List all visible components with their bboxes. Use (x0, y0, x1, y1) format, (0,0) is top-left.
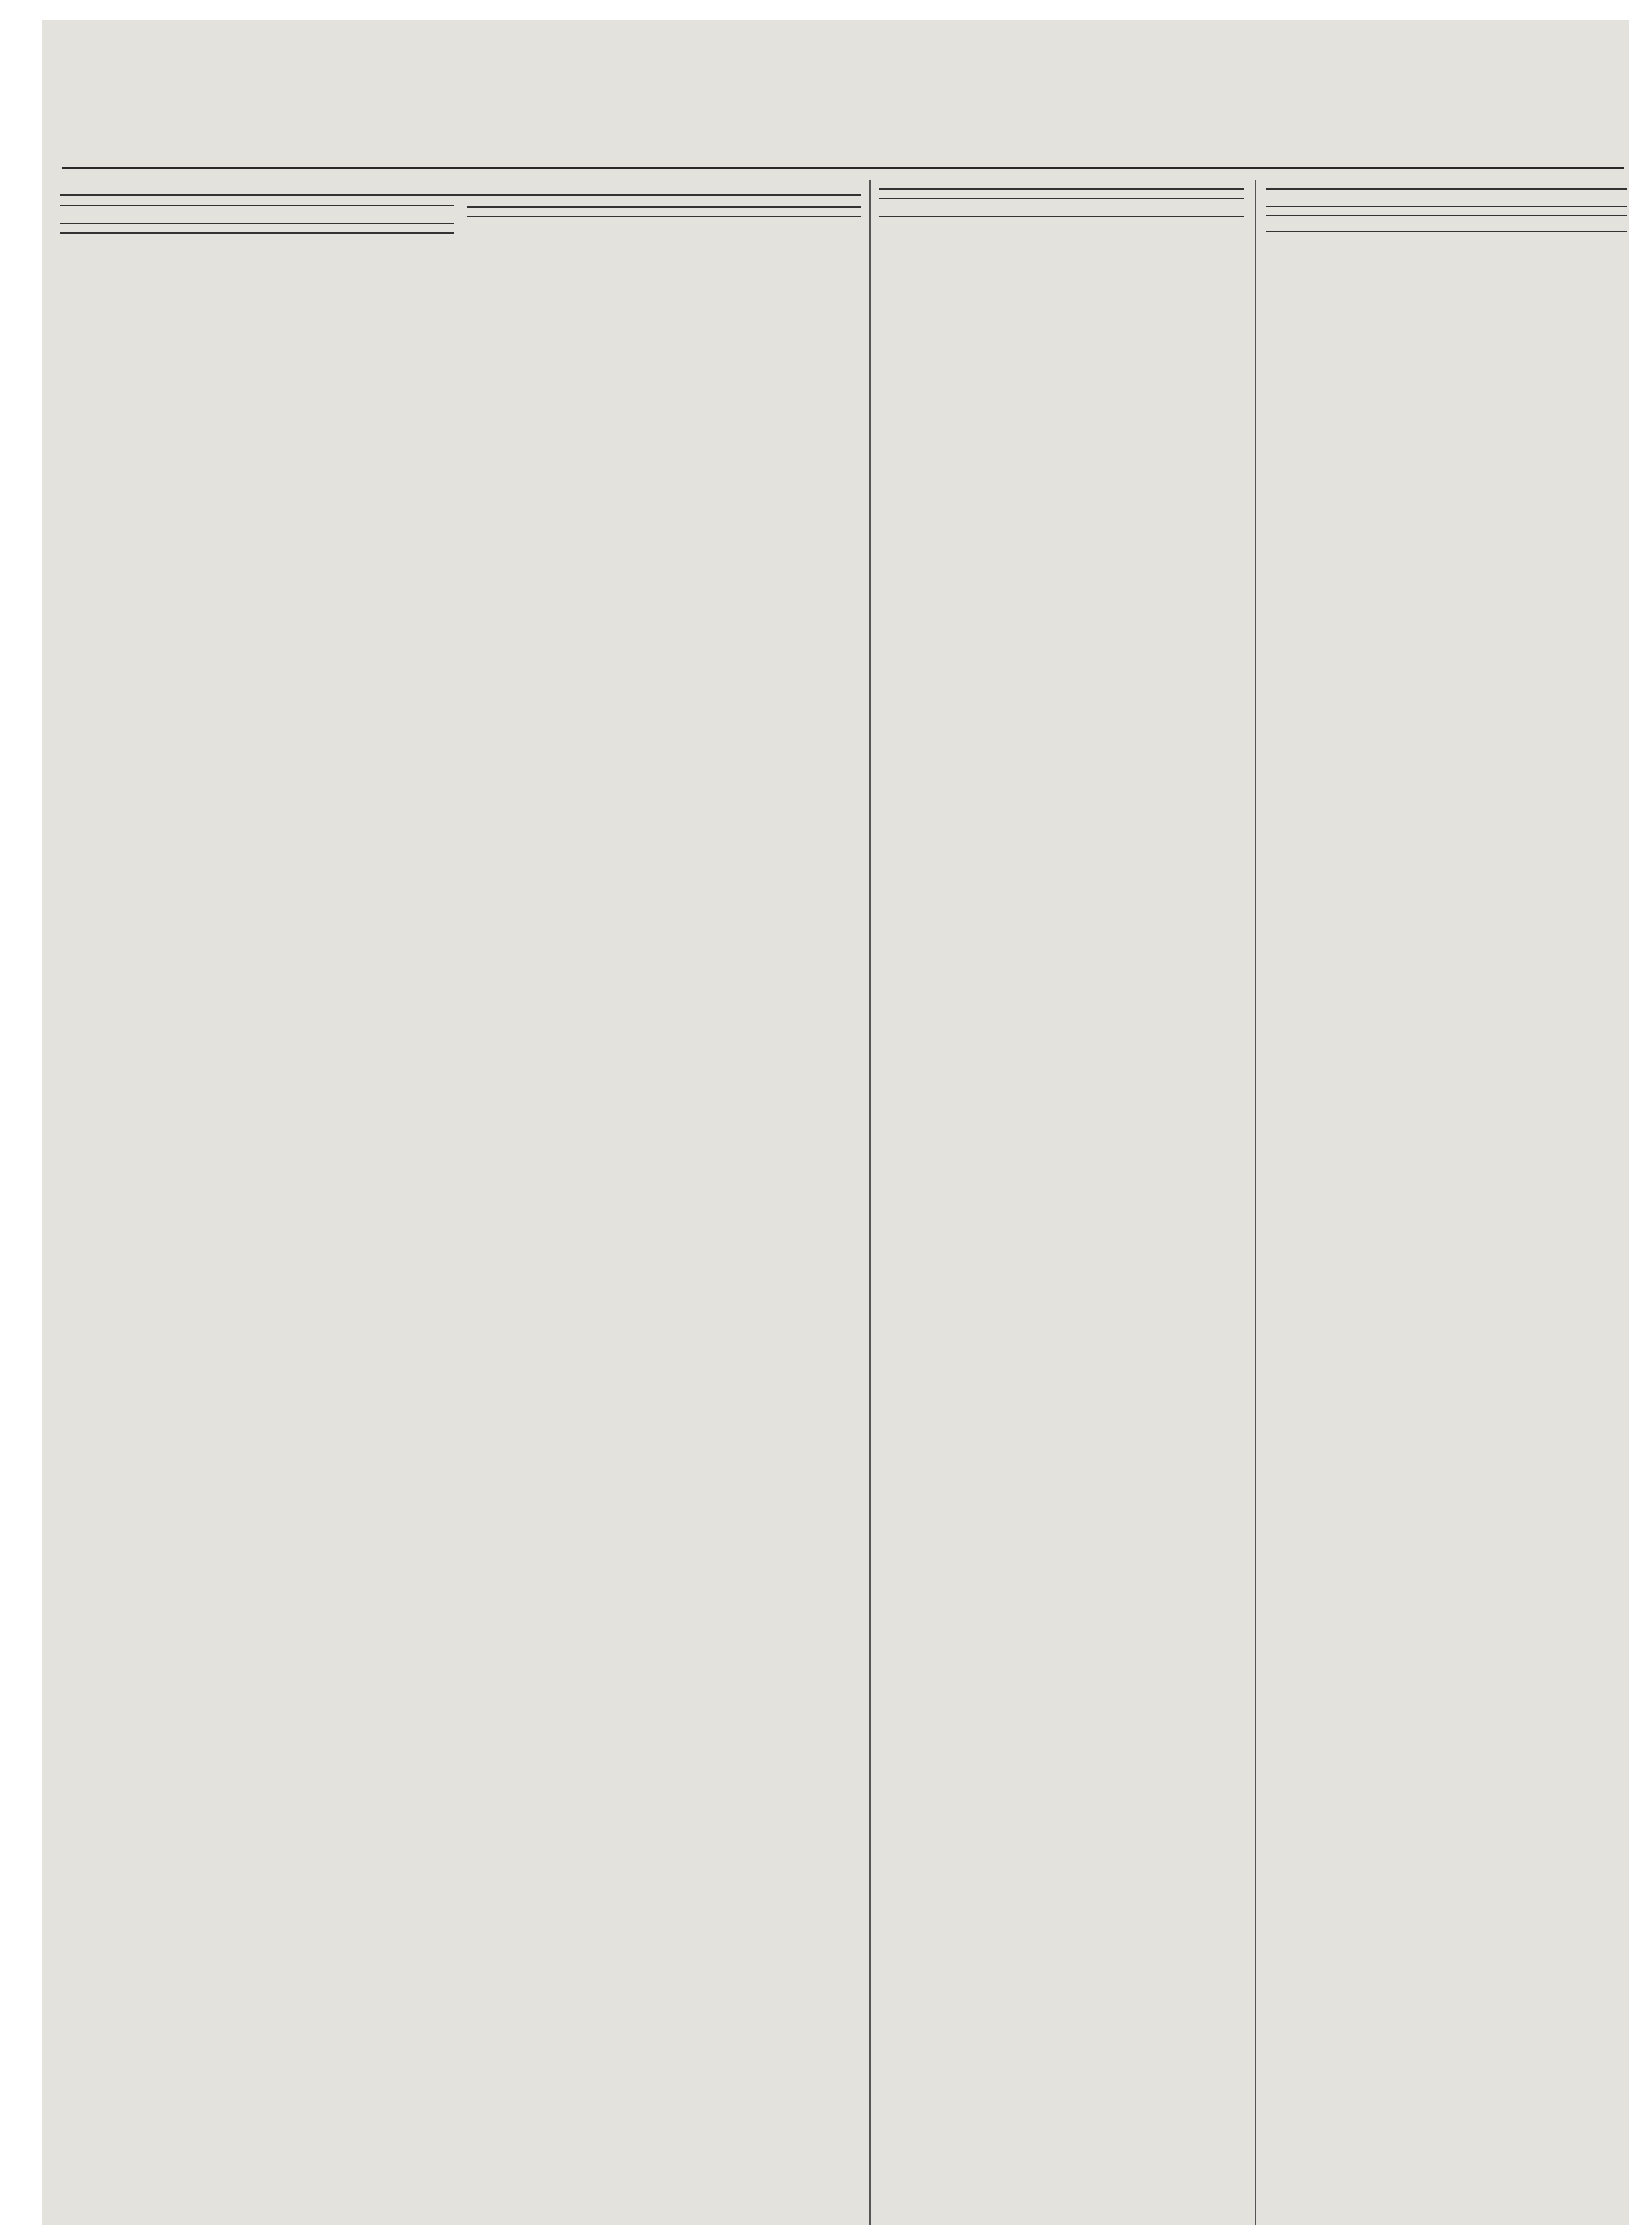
column-left (60, 180, 861, 242)
section-rule (467, 216, 861, 217)
column-right (1266, 180, 1627, 240)
section-rule (60, 232, 454, 234)
section-rule (467, 206, 861, 208)
section-rule (60, 223, 454, 224)
column-divider (869, 180, 871, 2225)
section-rule (879, 216, 1244, 217)
section-rule (60, 205, 454, 206)
section-rule (60, 194, 861, 196)
section-rule (1266, 206, 1627, 207)
section-rule (1266, 215, 1627, 216)
column-divider (1255, 180, 1256, 2225)
section-rule (879, 188, 1244, 190)
column-middle (879, 180, 1244, 225)
page-header (62, 136, 1624, 169)
section-rule (879, 198, 1244, 199)
newspaper-page (42, 20, 1629, 2225)
section-rule (1266, 231, 1627, 232)
section-rule (1266, 188, 1627, 190)
